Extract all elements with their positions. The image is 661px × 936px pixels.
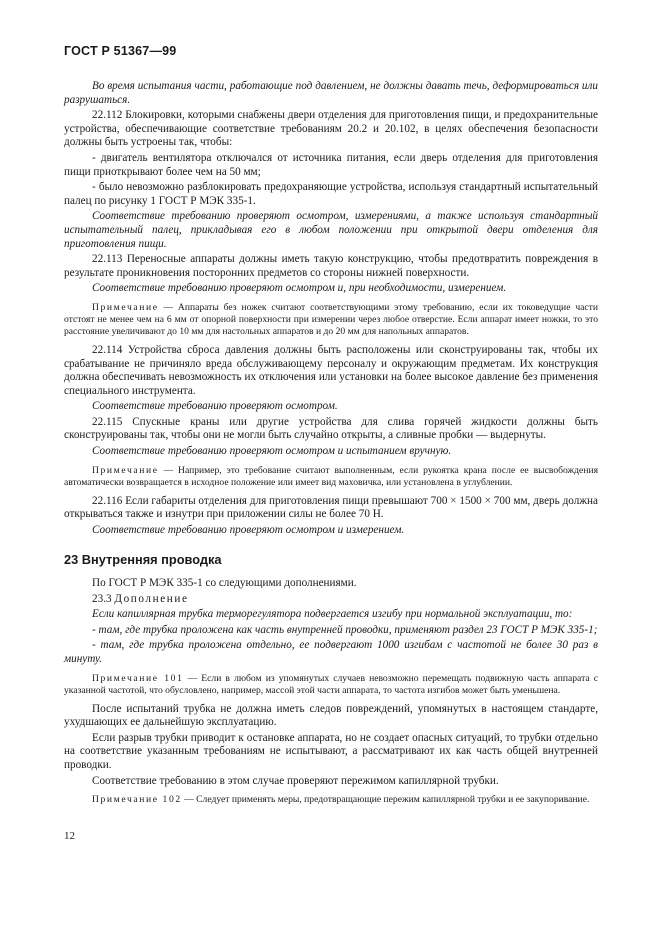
note-label: Примечание [92,464,159,476]
paragraph: 22.114 Устройства сброса давления должны быть расположены или сконструированы так, чтобы их срабатывание не причиняло вреда обслуживающему персоналу и окружающим предметам. Их конструкция должна обеспечивать невозможность их отключения или установки на более высокое давление без применения специального инструмента. [64,343,598,397]
paragraph: 22.113 Переносные аппараты должны иметь такую конструкцию, чтобы предотвратить повреждения в результате проникновения посторонних предметов со стороны нижней поверхности. [64,253,598,279]
paragraph: 22.115 Спускные краны или другие устройства для слива горячей жидкости должны быть сконструированы так, чтобы они не могли быть случайно открыты, а сливные пробки — выдернуты. [64,415,598,442]
paragraph: Соответствие требованию проверяют осмотром. [92,400,338,413]
page-body [64,80,598,812]
paragraph: После испытаний трубка не должна иметь следов повреждений, упомянутых в настоящем стандарте, ухудшающих ее дальнейшую эксплуатацию. [64,702,598,729]
note-label: Примечание [92,301,159,313]
paragraph [64,593,598,607]
paragraph: Если разрыв трубки приводит к остановке аппарата, но не создает опасных ситуаций, то трубки отдельно на соответствие указанным требованиям не испытывают, а рассматривают их как часть общей внутренней проводки. [64,731,598,771]
paragraph: - было невозможно разблокировать предохраняющие устройства, используя стандартный испытательный палец по рисунку 1 ГОСТ Р МЭК 335-1. [64,181,598,207]
paragraph: - двигатель вентилятора отключался от источника питания, если дверь отделения для приготовления пищи приоткрывают более чем на 50 мм; [64,151,598,178]
note-label: Примечание 102 [92,794,182,806]
document-header: ГОСТ Р 51367—99 [64,44,177,58]
paragraph: - там, где трубка проложена отдельно, ее подвергают 1000 изгибам с частотой не более 30 раз в минуту. [64,639,598,665]
paragraph: Соответствие требованию проверяют осмотром и измерением. [92,523,405,536]
note [64,465,598,489]
section-heading: 23 Внутренняя проводка [64,552,222,568]
paragraph: - там, где трубка проложена как часть внутренней проводки, применяют раздел 23 ГОСТ Р МЭК 335-1; [92,623,598,636]
note-text: — Аппараты без ножек считают соответствующими этому требованию, если их токоведущие части отстоят не менее чем на 6 мм от опорной поверхности при измерении через любое отверстие. Если аппарат имеет ножки, то это расстояние увеличивают до 10 мм для настольных аппаратов и до 20 мм для напольных аппаратов. [64,301,598,337]
note [64,302,598,338]
page-number: 12 [64,830,75,842]
paragraph: По ГОСТ Р МЭК 335-1 со следующими дополнениями. [92,577,357,590]
clause-number: 23.3 [92,592,112,605]
note [64,794,598,806]
note-text: — Например, это требование считают выполненным, если рукоятка крана после ее высвобождения автоматически возвращается в исходное положение или имеет вид маховичка, или установлена в углублении. [64,464,598,488]
note-label: Примечание 101 [92,672,184,684]
paragraph: Соответствие требованию проверяют осмотром, измерениями, а также используя стандартный испытательный палец, прикладывая его в любом положении при открытой двери отделения для приготовления пищи. [64,210,598,250]
note-text: — Следует применять меры, предотвращающие пережим капиллярной трубки и ее закупоривание. [181,794,590,806]
clause-label: Дополнение [114,592,189,605]
paragraph: 22.116 Если габариты отделения для приготовления пищи превышают 700 × 1500 × 700 мм, дверь должна открываться также и изнутри при приложении силы не более 70 Н. [64,494,598,521]
paragraph: Во время испытания части, работающие под давлением, не должны давать течь, деформироваться или разрушаться. [64,80,598,106]
paragraph: Соответствие требованию проверяют осмотром и, при необходимости, измерением. [92,282,507,295]
paragraph: Если капиллярная трубка терморегулятора подвергается изгибу при нормальной эксплуатации, то: [92,608,573,621]
paragraph: Соответствие требованию в этом случае проверяют пережимом капиллярной трубки. [92,774,499,787]
paragraph: 22.112 Блокировки, которыми снабжены двери отделения для приготовления пищи, и предохранительные устройства, обеспечивающие соответствие требованиям 20.2 и 20.102, в целях обеспечения безопасности должны быть устроены так, чтобы: [64,109,598,149]
paragraph: Соответствие требованию проверяют осмотром и испытанием вручную. [92,445,452,458]
note [64,673,598,697]
note-text: — Если в любом из упомянутых случаев невозможно перемещать подвижную часть аппарата с указанной частотой, что обусловлено, например, массой этой части аппарата, то частота изгибов может быть уменьшена. [64,672,599,696]
